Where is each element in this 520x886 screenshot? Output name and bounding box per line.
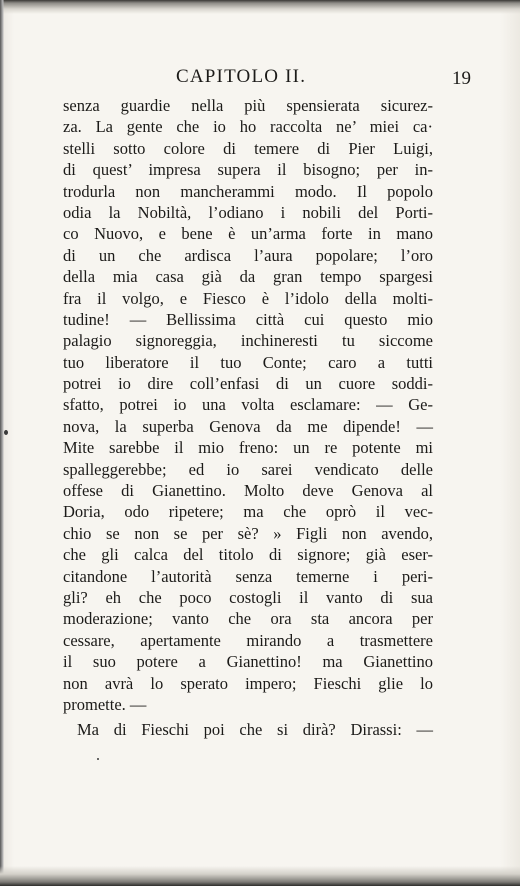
text-line: citandone l’autorità senza temerne i peri- — [63, 566, 433, 586]
text-line: spalleggerebbe; ed io sarei vendicato delle — [63, 459, 433, 479]
text-line: potrei io dire coll’enfasi di un cuore soddi- — [63, 374, 433, 394]
text-line: il suo potere a Gianettino! ma Gianettino — [63, 652, 433, 672]
page-number: 19 — [452, 68, 471, 89]
page-left-edge-shadow — [0, 0, 4, 886]
text-line: di un che ardisca l’aura popolare; l’oro — [63, 245, 433, 265]
text-line: fra il volgo, e Fiesco è l’idolo della molti- — [63, 288, 433, 308]
page-bottom-edge-shadow — [0, 866, 520, 886]
paragraph-first-line: Ma di Fieschi poi che si dirà? Dirassi: — — [77, 720, 433, 740]
text-line: senza guardie nella più spensierata sicurez- — [63, 96, 433, 115]
text-line: offese di Gianettino. Molto deve Genova al — [63, 481, 433, 501]
text-line: Mite sarebbe il mio freno: un re potente mi — [63, 438, 433, 458]
text-line: trodurla non mancherammi modo. Il popolo — [63, 181, 433, 201]
text-line: cessare, apertamente mirando a trasmettere — [63, 630, 433, 650]
text-line: nova, la superba Genova da me dipende! — — [63, 416, 433, 436]
text-line: di quest’ impresa supera il bisogno; per in- — [63, 160, 433, 180]
text-line: palagio signoreggia, inchineresti tu siccome — [63, 331, 433, 351]
ink-speck — [97, 758, 99, 760]
body-text — [63, 95, 433, 741]
text-line: promette. — — [63, 694, 147, 714]
text-line: za. La gente che io ho raccolta ne’ miei ca· — [63, 117, 433, 137]
text-line: moderazione; vanto che ora sta ancora per — [63, 609, 433, 629]
ink-speck — [4, 430, 8, 435]
text-line: non avrà lo sperato impero; Fieschi glie lo — [63, 673, 433, 693]
text-line: che gli calca del titolo di signore; già eser- — [63, 545, 433, 565]
text-line: co Nuovo, e bene è un’arma forte in mano — [63, 224, 433, 244]
text-line: tudine! — Bellissima città cui questo mio — [63, 309, 433, 329]
running-head: CAPITOLO II. — [176, 66, 307, 87]
text-line: sfatto, potrei io una volta esclamare: — Ge- — [63, 395, 433, 415]
text-line: chio se non se per sè? » Figli non avendo, — [63, 523, 433, 543]
text-line: odia la Nobiltà, l’odiano i nobili del Porti- — [63, 202, 433, 222]
text-line: gli? eh che poco costogli il vanto di sua — [63, 587, 433, 607]
page-top-edge-shadow — [0, 0, 520, 14]
text-line: stelli sotto colore di temere di Pier Luigi, — [63, 138, 433, 158]
page-header — [0, 62, 520, 92]
text-line: tuo liberatore il tuo Conte; caro a tutti — [63, 352, 433, 372]
text-line: della mia casa già da gran tempo spargesi — [63, 267, 433, 287]
text-line: Doria, odo ripetere; ma che oprò il vec- — [63, 502, 433, 522]
